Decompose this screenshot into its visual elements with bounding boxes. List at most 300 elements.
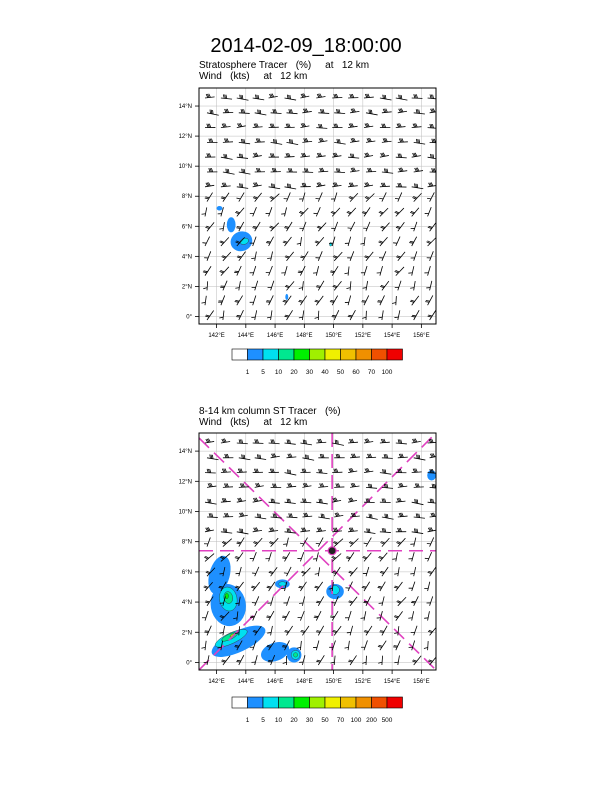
wind-barb-feather (242, 169, 243, 173)
wind-barb-feather (417, 455, 418, 459)
colorbar-box (325, 697, 341, 708)
wind-barb-feather (339, 109, 340, 113)
wind-barb (253, 500, 262, 502)
wind-barb (430, 281, 432, 291)
wind-barb-feather (242, 154, 243, 158)
wind-barb (364, 611, 366, 620)
wind-barb (382, 656, 383, 665)
wind-barb (348, 442, 358, 443)
wind-barb-feather (412, 601, 416, 602)
wind-barb (239, 222, 244, 231)
wind-barb-feather (316, 543, 320, 544)
wind-barb-feather (209, 499, 210, 503)
wind-barb-feather (241, 529, 242, 533)
wind-barb-feather (378, 587, 382, 588)
wind-barb (316, 156, 325, 157)
wind-barb (318, 596, 323, 605)
wind-barb (382, 626, 387, 636)
wind-barb-feather (266, 243, 270, 244)
wind-barb-feather (242, 184, 243, 188)
wind-barb-feather (392, 302, 396, 303)
wind-barb (205, 237, 210, 246)
wind-barb-feather (368, 484, 369, 488)
wind-barb-feather (384, 168, 385, 172)
y-tick-label: 2°N (181, 284, 192, 291)
wind-barb (414, 281, 415, 290)
wind-barb-feather (315, 317, 319, 318)
wind-barb-feather (319, 469, 320, 473)
wind-barb (302, 516, 312, 517)
x-tick-label: 150°E (325, 679, 342, 685)
wind-barb (382, 310, 383, 320)
wind-barb (350, 310, 355, 320)
wind-barb-feather (339, 139, 340, 143)
wind-barb-feather (383, 469, 384, 473)
wind-barb-feather (418, 455, 419, 459)
wind-barb-feather (371, 110, 372, 114)
y-tick-label: 0° (186, 314, 192, 321)
wind-barb (205, 207, 207, 216)
wind-barb-feather (414, 94, 415, 98)
wind-barb (366, 457, 376, 458)
wind-barb-feather (244, 169, 245, 173)
wind-barb (414, 538, 416, 547)
wind-barb-feather (237, 257, 241, 258)
wind-barb-feather (386, 484, 387, 488)
wind-barb (205, 97, 215, 98)
wind-barb (318, 192, 322, 201)
wind-barb-feather (257, 514, 258, 518)
wind-barb-feather (297, 243, 301, 244)
wind-barb-feather (379, 645, 383, 646)
colorbar-label: 5 (261, 369, 265, 376)
wind-barb-feather (210, 454, 211, 458)
wind-barb (221, 501, 231, 502)
colorbar-box (279, 349, 295, 360)
wind-barb-feather (203, 272, 207, 273)
wind-barb-feather (242, 95, 243, 99)
wind-barb (350, 486, 359, 487)
wind-barb-feather (297, 647, 301, 648)
wind-barb (269, 207, 272, 216)
wind-barb (334, 539, 343, 547)
wind-barb-feather (370, 484, 371, 488)
wind-barb-feather (361, 618, 365, 619)
colorbar-label: 1 (245, 717, 250, 724)
wind-barb-feather (287, 439, 288, 443)
wind-barb (364, 640, 367, 650)
wind-barb-feather (258, 95, 259, 99)
wind-barb-feather (236, 198, 240, 199)
wind-barb-feather (387, 514, 388, 518)
colorbar-label: 60 (352, 369, 360, 376)
wind-barb-feather (428, 227, 432, 228)
wind-barb (350, 457, 360, 458)
wind-barb (253, 295, 256, 305)
wind-barb (253, 530, 262, 531)
wind-barb (271, 310, 272, 320)
wind-barb (364, 471, 373, 472)
wind-barb (287, 310, 293, 320)
wind-barb-feather (416, 184, 417, 188)
wind-barb-feather (346, 558, 350, 559)
wind-barb-feather (236, 228, 240, 229)
panel-1-wind-barbs (201, 93, 440, 320)
wind-barb-feather (308, 455, 309, 459)
wind-barb-feather (315, 301, 319, 302)
wind-barb (398, 655, 400, 665)
wind-barb-feather (252, 228, 256, 229)
wind-barb-feather (387, 169, 388, 173)
wind-barb-feather (238, 256, 242, 257)
wind-barb (334, 515, 343, 517)
wind-barb (316, 531, 326, 532)
wind-barb (271, 281, 274, 291)
wind-barb-feather (435, 484, 436, 488)
wind-barb-feather (372, 514, 373, 518)
wind-barb (350, 516, 360, 517)
x-tick-label: 154°E (383, 679, 401, 685)
wind-barb (318, 251, 322, 261)
wind-barb-feather (394, 574, 398, 575)
wind-barb (380, 295, 385, 305)
wind-barb (207, 486, 216, 487)
panel-2-title-line-1: 8-14 km column ST Tracer (%) (199, 406, 341, 417)
wind-barb-feather (255, 439, 256, 443)
wind-barb-feather (395, 616, 399, 617)
wind-barb-feather (203, 288, 207, 289)
wind-barb-feather (425, 302, 429, 303)
wind-barb-feather (315, 586, 319, 587)
wind-barb-feather (259, 110, 260, 114)
wind-barb (207, 626, 211, 636)
wind-barb-feather (219, 317, 223, 318)
wind-barb-feather (241, 184, 242, 188)
wind-barb-feather (259, 514, 260, 518)
x-tick-label: 154°E (383, 333, 401, 339)
wind-barb (348, 471, 357, 473)
panel-1-title-line-2: Wind (kts) at 12 km (199, 71, 308, 82)
wind-barb (300, 552, 303, 561)
colorbar-box (310, 697, 326, 708)
wind-barb-feather (239, 154, 240, 158)
wind-barb-feather (243, 169, 244, 173)
wind-barb-feather (275, 109, 276, 113)
wind-barb-feather (382, 528, 383, 532)
wind-barb-feather (348, 228, 352, 229)
wind-barb (350, 171, 359, 172)
wind-barb (285, 611, 290, 621)
wind-barb (382, 141, 392, 142)
wind-barb (366, 281, 368, 290)
wind-barb-feather (287, 95, 288, 99)
y-tick-label: 14°N (178, 104, 192, 111)
colorbar-label: 5 (261, 717, 265, 724)
wind-barb-feather (337, 139, 338, 143)
wind-barb (302, 655, 305, 665)
wind-barb-feather (431, 499, 432, 503)
wind-barb (380, 186, 390, 187)
wind-barb-feather (299, 317, 303, 318)
wind-barb (223, 487, 233, 488)
wind-barb-feather (255, 95, 256, 99)
wind-barb-feather (399, 154, 400, 158)
y-tick-label: 6°N (181, 569, 192, 576)
wind-barb (430, 596, 433, 605)
wind-barb (398, 281, 401, 291)
wind-barb-feather (289, 109, 290, 113)
wind-barb (207, 251, 211, 261)
wind-barb-feather (283, 300, 287, 301)
wind-barb-feather (319, 124, 320, 128)
x-tick-label: 148°E (296, 679, 313, 685)
wind-barb (237, 472, 247, 473)
wind-barb-feather (223, 94, 224, 98)
wind-barb-feather (433, 154, 434, 158)
wind-barb-feather (202, 214, 206, 215)
wind-barb (396, 127, 406, 128)
wind-barb (412, 156, 421, 158)
wind-barb (255, 281, 258, 291)
wind-barb (366, 626, 372, 635)
wind-barb-feather (317, 631, 321, 632)
wind-barb-feather (399, 95, 400, 99)
wind-barb (316, 552, 318, 561)
x-tick-label: 142°E (208, 333, 225, 339)
wind-barb-feather (401, 154, 402, 158)
wind-barb (287, 486, 297, 487)
wind-barb-feather (259, 455, 260, 459)
wind-barb (205, 554, 214, 562)
wind-barb-feather (383, 95, 384, 99)
wind-barb-feather (364, 543, 368, 544)
wind-barb-feather (316, 287, 320, 288)
wind-barb (414, 487, 424, 488)
wind-barb (318, 486, 328, 487)
wind-barb-feather (299, 300, 303, 301)
wind-barb (300, 531, 310, 532)
wind-barb-feather (398, 439, 399, 443)
wind-barb (255, 596, 259, 606)
wind-barb (412, 127, 422, 128)
wind-barb-feather (338, 168, 339, 172)
wind-barb-feather (392, 559, 396, 560)
wind-barb (285, 207, 287, 216)
wind-barb (300, 156, 310, 157)
wind-barb (380, 266, 383, 276)
wind-barb-feather (419, 110, 420, 114)
wind-barb (350, 626, 353, 636)
wind-barb-feather (241, 139, 242, 143)
wind-barb-feather (300, 257, 304, 258)
wind-barb (287, 192, 291, 201)
wind-barb (269, 266, 273, 276)
wind-barb (221, 295, 225, 305)
wind-barb-feather (237, 227, 241, 228)
wind-barb-feather (363, 288, 367, 289)
wind-barb (414, 222, 417, 231)
wind-barb (348, 500, 357, 502)
wind-barb-feather (380, 631, 384, 632)
wind-barb (316, 185, 325, 187)
wind-barb-feather (322, 499, 323, 503)
wind-barb-feather (274, 184, 275, 188)
wind-barb-feather (314, 617, 318, 618)
wind-barb-feather (362, 213, 366, 214)
wind-barb (287, 457, 297, 458)
wind-barb-feather (282, 617, 286, 618)
wind-barb-feather (383, 499, 384, 503)
wind-barb-feather (289, 184, 290, 188)
wind-barb (348, 126, 357, 127)
wind-barb-feather (260, 455, 261, 459)
y-tick-label: 2°N (181, 630, 192, 637)
wind-barb-feather (298, 272, 302, 273)
wind-barb-feather (289, 139, 290, 143)
wind-barb (364, 266, 367, 276)
wind-barb (398, 516, 408, 517)
wind-barb-feather (363, 212, 367, 213)
wind-barb-feather (432, 124, 433, 128)
wind-barb (271, 596, 274, 605)
wind-barb-feather (417, 529, 418, 533)
wind-barb (207, 281, 208, 290)
wind-barb (398, 111, 407, 113)
wind-barb-feather (271, 183, 272, 187)
wind-barb (316, 266, 318, 275)
wind-barb-feather (336, 109, 337, 113)
wind-barb (253, 237, 256, 246)
wind-barb-feather (399, 440, 400, 444)
wind-barb-feather (206, 315, 210, 316)
wind-barb (348, 531, 358, 532)
wind-barb-feather (241, 95, 242, 99)
wind-barb-feather (251, 258, 255, 259)
wind-barb (269, 552, 272, 561)
colorbar-label: 70 (336, 717, 345, 724)
wind-barb-feather (269, 572, 273, 573)
wind-barb (302, 141, 312, 142)
colorbar-box (248, 349, 264, 360)
colorbar-label: 70 (367, 369, 376, 376)
wind-barb-feather (369, 529, 370, 533)
wind-barb-feather (273, 513, 274, 517)
colorbar-label: 20 (290, 717, 298, 724)
wind-barb-feather (267, 587, 271, 588)
wind-barb-feather (416, 529, 417, 533)
wind-barb (412, 266, 414, 275)
wind-barb (396, 640, 401, 650)
wind-barb-feather (240, 439, 241, 443)
wind-barb-feather (267, 616, 271, 617)
wind-barb-feather (228, 169, 229, 173)
wind-barb-feather (344, 273, 348, 274)
wind-barb (316, 611, 321, 621)
wind-barb-feather (431, 154, 432, 158)
wind-barb-feather (235, 301, 239, 302)
wind-barb (430, 192, 435, 201)
y-tick-label: 0° (186, 660, 192, 667)
wind-barb (287, 567, 292, 576)
wind-barb (334, 656, 335, 665)
wind-barb-feather (336, 440, 337, 444)
wind-barb-feather (273, 440, 274, 444)
wind-barb (382, 192, 386, 201)
wind-barb-feather (381, 571, 385, 572)
tracer-contour (285, 294, 288, 300)
y-tick-label: 14°N (178, 449, 192, 456)
wind-barb-feather (336, 168, 337, 172)
wind-barb-feather (299, 586, 303, 587)
wind-barb-feather (235, 288, 239, 289)
wind-barb-feather (428, 571, 432, 572)
panel-2-clipped-content (199, 433, 441, 670)
wind-barb-feather (317, 601, 321, 602)
wind-barb-feather (314, 616, 318, 617)
wind-barb-feather (353, 154, 354, 158)
colorbar-box (372, 697, 388, 708)
x-tick-label: 146°E (266, 333, 284, 339)
wind-barb (396, 552, 398, 561)
wind-barb-feather (273, 109, 274, 113)
wind-barb (239, 281, 241, 290)
wind-barb-feather (303, 499, 304, 503)
wind-barb (382, 251, 386, 261)
wind-barb (332, 296, 338, 306)
wind-barb-feather (288, 499, 289, 503)
wind-barb-feather (434, 168, 435, 172)
wind-barb-feather (315, 300, 319, 301)
wind-barb-feather (426, 300, 430, 301)
wind-barb-feather (273, 184, 274, 188)
wind-barb (366, 141, 375, 142)
wind-barb (348, 582, 352, 591)
x-tick-label: 144°E (237, 679, 255, 685)
wind-barb-feather (237, 543, 241, 544)
tracer-contour (217, 206, 223, 211)
wind-barb-feather (320, 469, 321, 473)
wind-barb-feather (383, 528, 384, 532)
wind-barb-feather (348, 661, 352, 662)
wind-barb-feather (415, 94, 416, 98)
wind-barb-feather (395, 586, 399, 587)
colorbar-label: 1 (245, 369, 250, 376)
wind-barb-feather (317, 660, 321, 661)
wind-barb-feather (417, 109, 418, 113)
wind-barb (237, 296, 243, 306)
colorbar-label: 40 (321, 369, 329, 376)
wind-barb-feather (256, 439, 257, 443)
colorbar-box (387, 697, 403, 708)
wind-barb (430, 251, 434, 261)
wind-barb-feather (345, 647, 349, 648)
wind-barb-feather (240, 528, 241, 532)
y-tick-label: 6°N (181, 224, 192, 231)
tracer-contour (227, 217, 236, 232)
wind-barb (300, 611, 304, 621)
wind-barb-feather (274, 499, 275, 503)
wind-barb-feather (219, 633, 223, 634)
wind-barb (380, 155, 389, 157)
wind-barb-feather (410, 288, 414, 289)
wind-barb (428, 641, 429, 650)
colorbar-box (341, 697, 357, 708)
wind-barb (207, 537, 210, 546)
wind-barb-feather (226, 529, 227, 533)
wind-barb (221, 186, 231, 187)
wind-barb (348, 237, 351, 246)
wind-barb (428, 207, 432, 216)
